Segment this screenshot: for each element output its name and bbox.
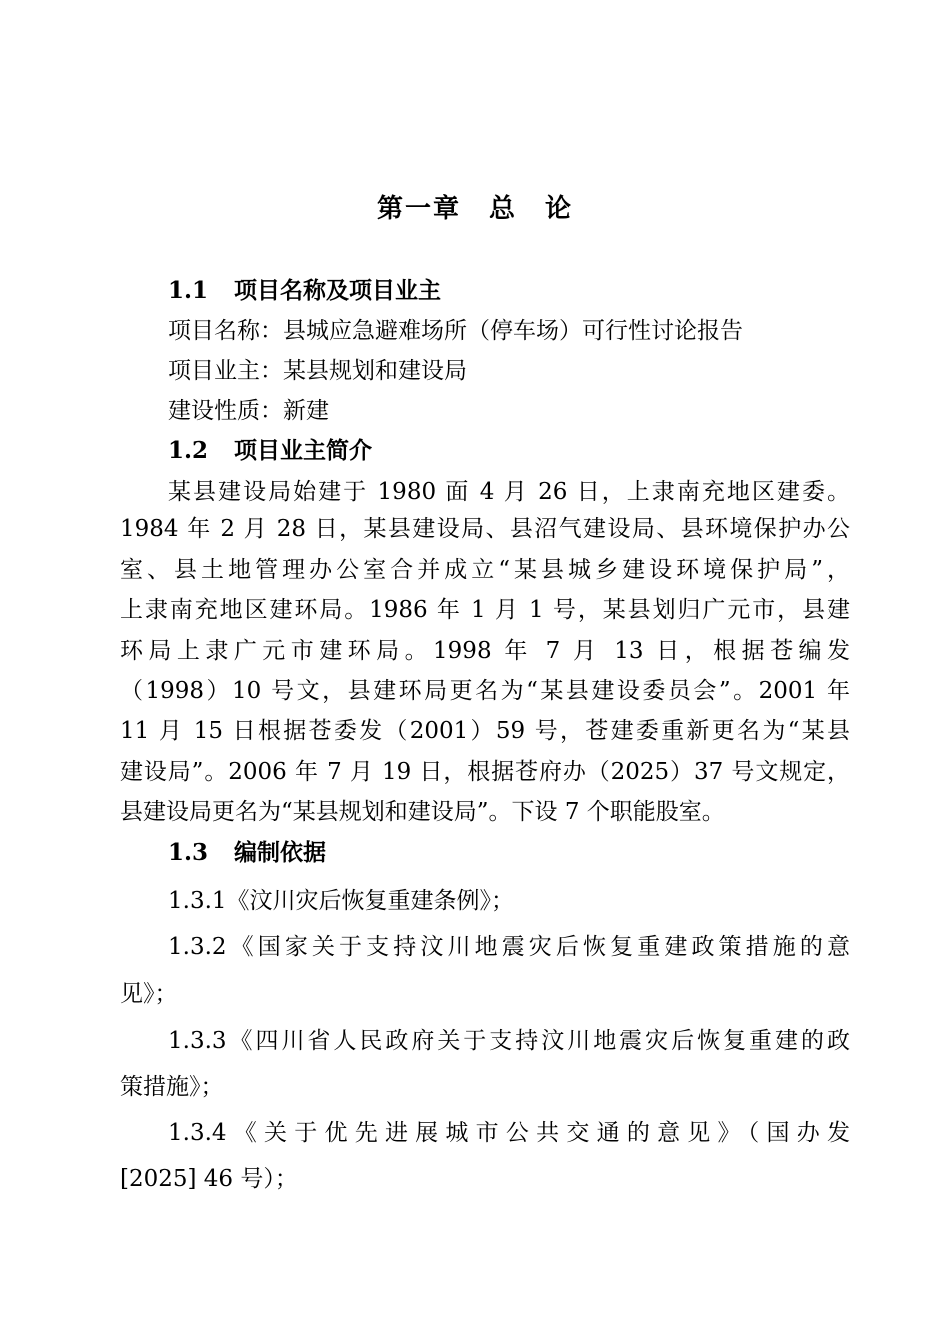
basis-item-4: 1.3.4《关于优先进展城市公共交通的意见》（国办发 [168,1120,850,1146]
section-heading-1-1 [168,276,850,306]
basis-item-3: 1.3.3《四川省人民政府关于支持汶川地震灾后恢复重建的政 [168,1028,850,1054]
paragraph-line: 县建设局更名为“某县规划和建设局”。下设 7 个职能股室。 [120,799,725,825]
paragraph-line: 环局上隶广元市建环局。1998 年 7 月 13 日，根据苍编发 [120,638,850,664]
section-title: 编制依据 [234,839,326,866]
paragraph-line: 上隶南充地区建环局。1986 年 1 月 1 号，某县划归广元市，县建 [120,597,850,623]
paragraph-line: 室、县土地管理办公室合并成立“某县城乡建设环境保护局”， [120,557,850,583]
paragraph-line: （1998）10 号文，县建环局更名为“某县建设委员会”。2001 年 [120,678,850,704]
section-number: 1.3 [168,839,209,866]
paragraph-line: 某县建设局始建于 1980 面 4 月 26 日，上隶南充地区建委。 [168,479,850,505]
paragraph-line: 建设局”。2006 年 7 月 19 日，根据苍府办（2025）37 号文规定， [120,759,850,785]
construction-nature-line: 建设性质：新建 [168,398,329,424]
basis-item-4-continued: [2025] 46 号）； [120,1166,298,1192]
basis-item-3-continued: 策措施》； [120,1074,224,1100]
paragraph-line: 1984 年 2 月 28 日，某县建设局、县沼气建设局、县环境保护办公 [120,516,850,542]
section-title: 项目业主简介 [234,437,372,464]
section-heading-1-2 [168,436,850,466]
section-number: 1.2 [168,437,209,464]
project-owner-line: 项目业主：某县规划和建设局 [168,358,467,384]
section-title: 项目名称及项目业主 [234,277,441,304]
project-name-line: 项目名称：县城应急避难场所（停车场）可行性讨论报告 [168,318,743,344]
basis-item-2: 1.3.2《国家关于支持汶川地震灾后恢复重建政策措施的意 [168,934,850,960]
section-number: 1.1 [168,277,209,304]
section-heading-1-3 [168,838,850,868]
chapter-title: 第一章 总 论 [376,194,573,224]
paragraph-line: 11 月 15 日根据苍委发（2001）59 号，苍建委重新更名为“某县 [120,718,850,744]
basis-item-1: 1.3.1《汶川灾后恢复重建条例》； [168,888,515,914]
basis-item-2-continued: 见》； [120,981,178,1007]
